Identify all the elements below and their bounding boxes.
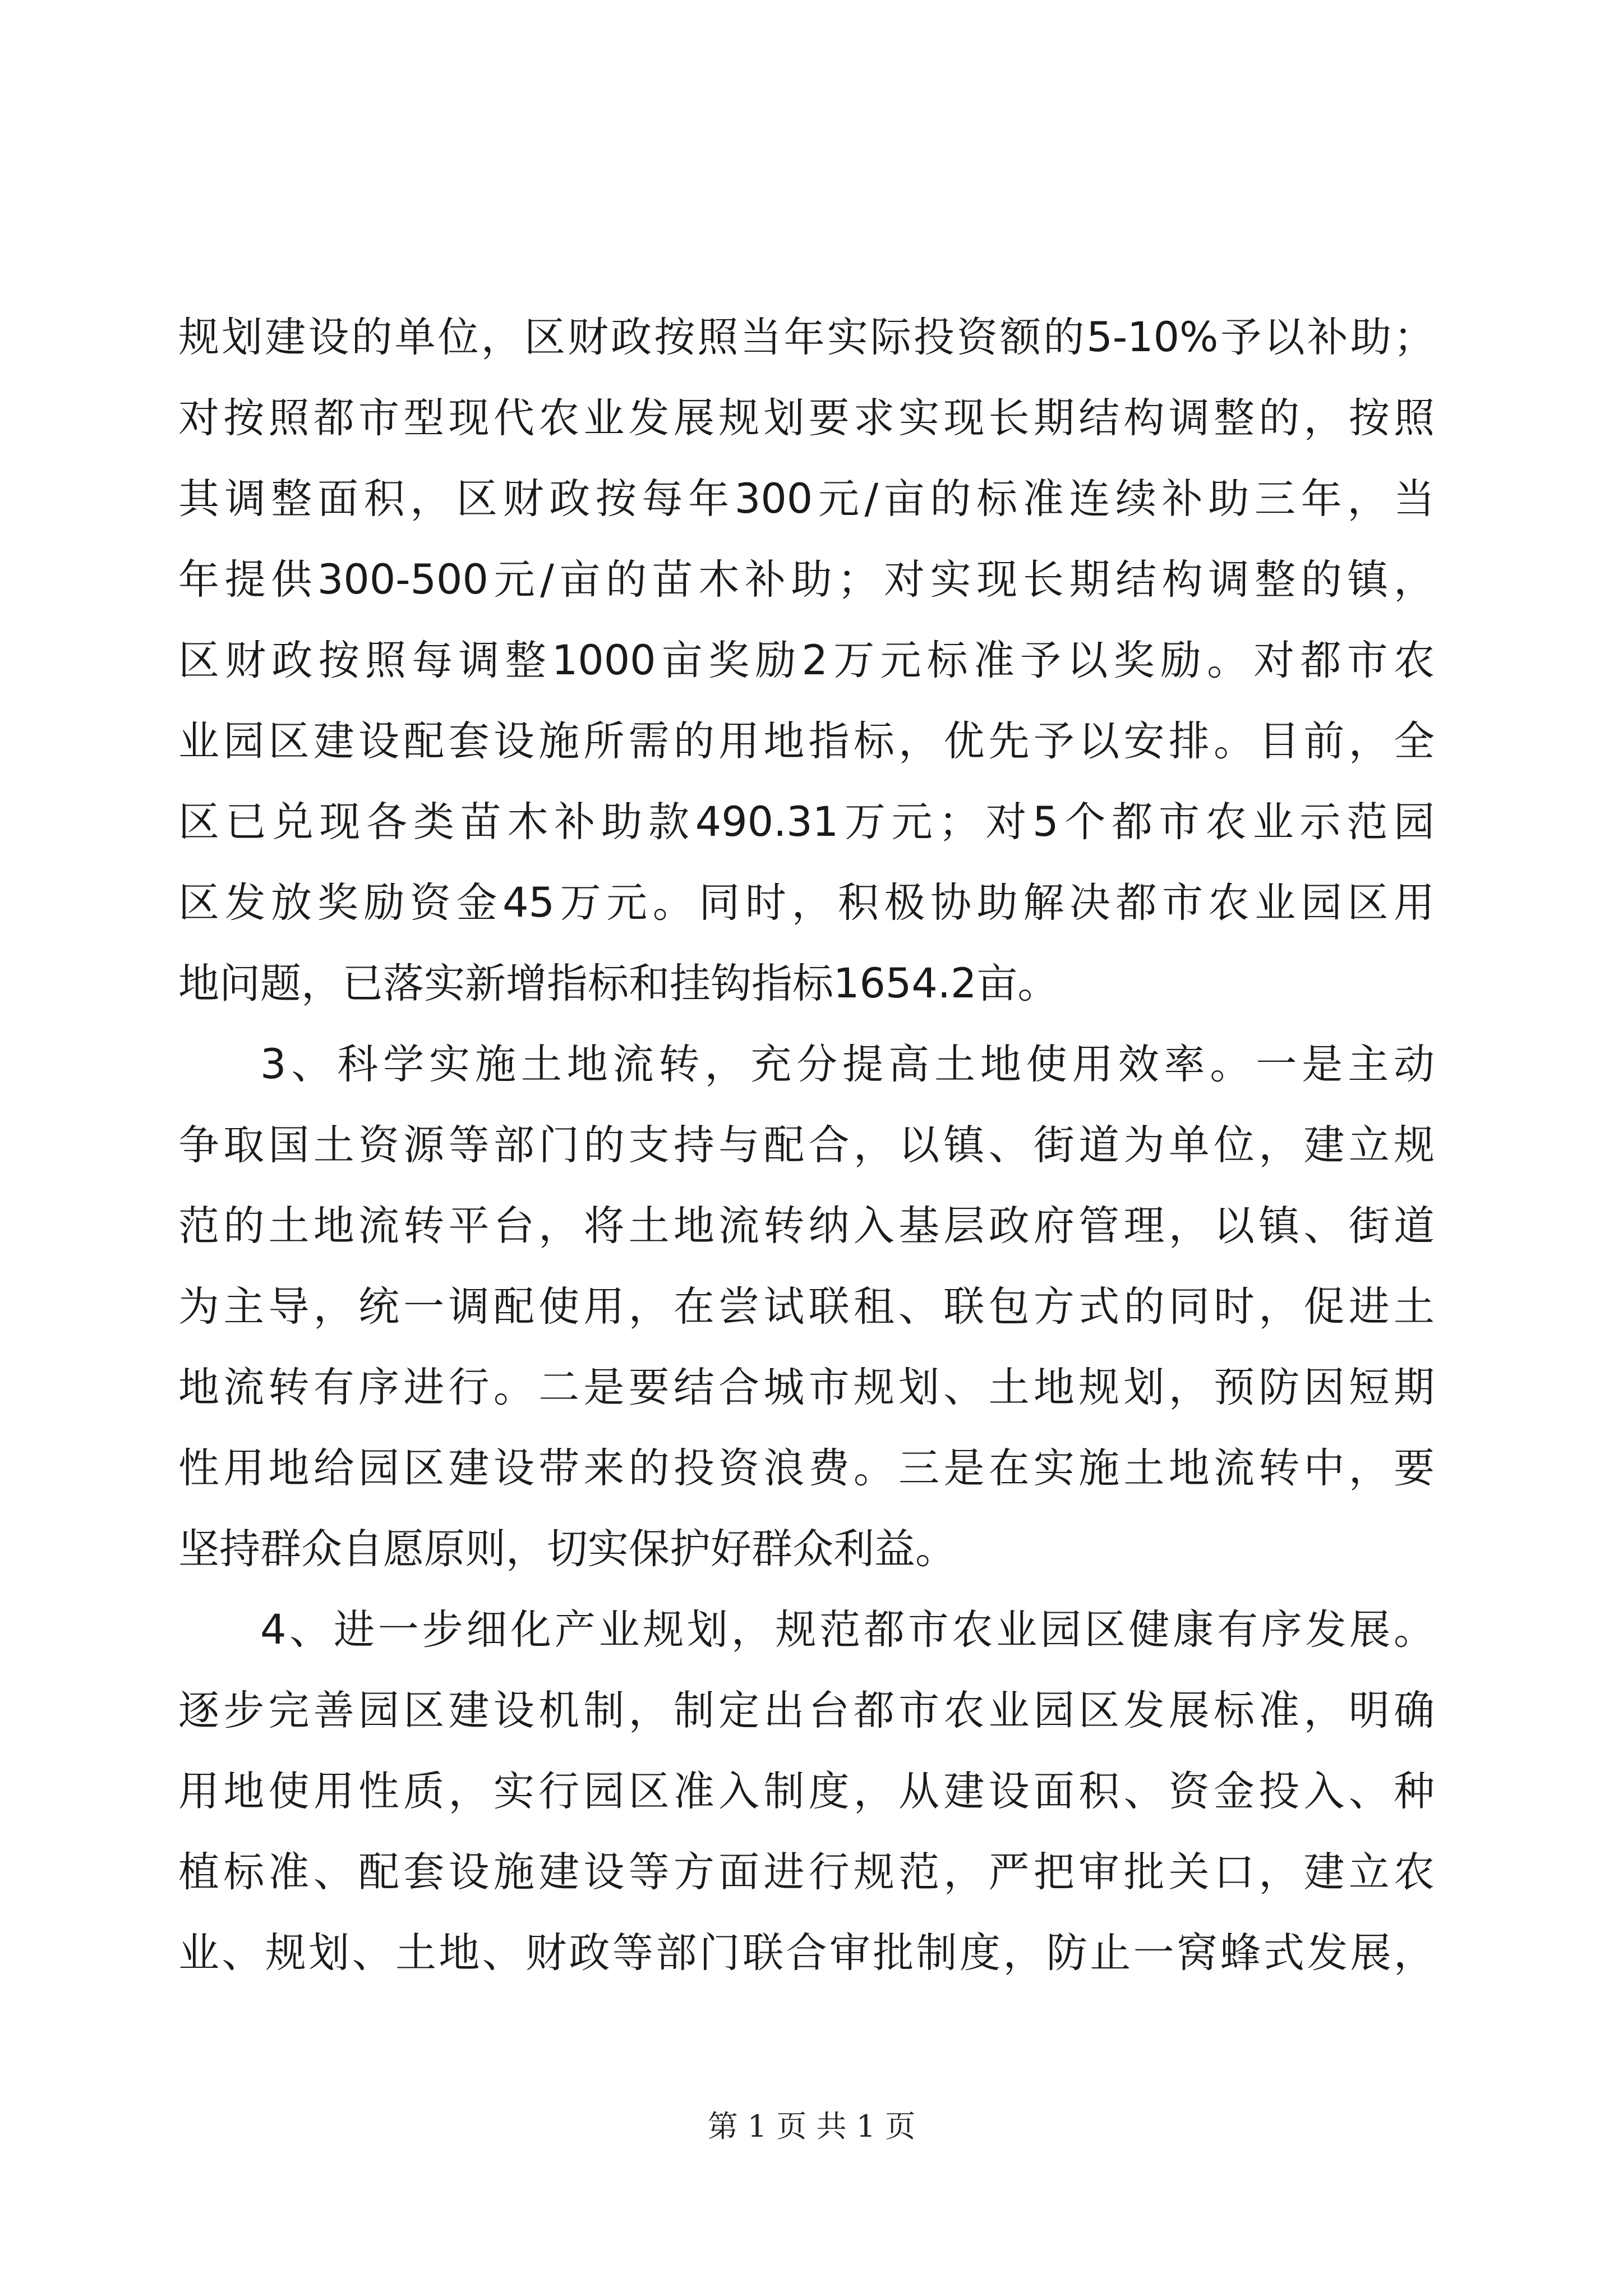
text-line: 业园区建设配套设施所需的用地指标，优先予以安排。目前，全 — [178, 717, 1435, 765]
text-line: 其调整面积，区财政按每年300元/亩的标准连续补助三年，当 — [178, 475, 1435, 523]
text-line: 范的土地流转平台，将土地流转纳入基层政府管理，以镇、街道 — [178, 1202, 1435, 1250]
text-line: 坚持群众自愿原则，切实保护好群众利益。 — [178, 1525, 956, 1573]
paragraph-1 — [178, 297, 1435, 1024]
text-line: 规划建设的单位，区财政按照当年实际投资额的5-10%予以补助； — [178, 314, 1435, 361]
text-line: 逐步完善园区建设机制，制定出台都市农业园区发展标准，明确 — [178, 1687, 1435, 1734]
text-line: 年提供300-500元/亩的苗木补助；对实现长期结构调整的镇， — [178, 556, 1435, 604]
text-line: 区财政按照每调整1000亩奖励2万元标准予以奖励。对都市农 — [178, 637, 1435, 684]
text-line: 区发放奖励资金45万元。同时，积极协助解决都市农业园区用 — [178, 879, 1435, 927]
paragraph-3 — [178, 1590, 1435, 1994]
paragraph-2 — [178, 1024, 1435, 1590]
text-line: 用地使用性质，实行园区准入制度，从建设面积、资金投入、种 — [178, 1768, 1435, 1815]
text-line: 地问题，已落实新增指标和挂钩指标1654.2亩。 — [178, 960, 1059, 1007]
text-line: 为主导，统一调配使用，在尝试联租、联包方式的同时，促进土 — [178, 1283, 1435, 1331]
text-line: 性用地给园区建设带来的投资浪费。三是在实施土地流转中，要 — [178, 1444, 1435, 1492]
text-line: 地流转有序进行。二是要结合城市规划、土地规划，预防因短期 — [178, 1364, 1435, 1411]
text-line: 区已兑现各类苗木补助款490.31万元；对5个都市农业示范园 — [178, 798, 1435, 846]
text-line: 3、科学实施土地流转，充分提高土地使用效率。一是主动 — [260, 1041, 1435, 1088]
body-text — [178, 297, 1435, 1994]
text-line: 4、进一步细化产业规划，规范都市农业园区健康有序发展。 — [260, 1606, 1435, 1654]
text-line: 对按照都市型现代农业发展规划要求实现长期结构调整的，按照 — [178, 394, 1435, 442]
page-number-footer: 第 1 页 共 1 页 — [707, 2109, 916, 2144]
text-line: 业、规划、土地、财政等部门联合审批制度，防止一窝蜂式发展， — [178, 1929, 1435, 1977]
text-line: 争取国土资源等部门的支持与配合，以镇、街道为单位，建立规 — [178, 1121, 1435, 1169]
text-line: 植标准、配套设施建设等方面进行规范，严把审批关口，建立农 — [178, 1848, 1435, 1896]
